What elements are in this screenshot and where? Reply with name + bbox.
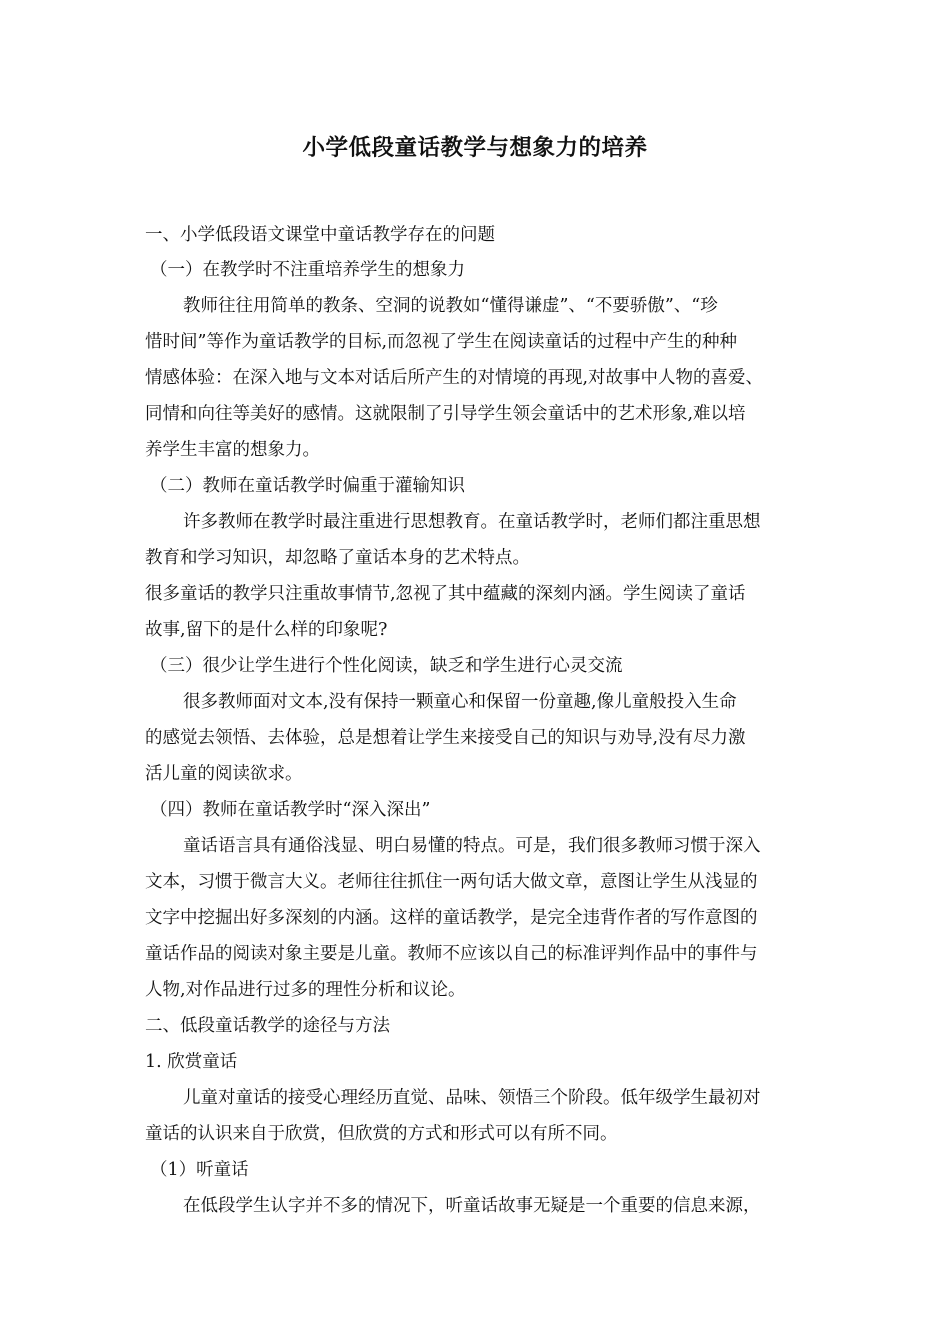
subsection-heading-1: （一）在教学时不注重培养学生的想象力 [150, 260, 465, 280]
paragraph-line: 故事,留下的是什么样的印象呢? [145, 620, 388, 640]
paragraph-line: 在低段学生认字并不多的情况下，听童话故事无疑是一个重要的信息来源， [183, 1196, 761, 1216]
paragraph-line: 很多童话的教学只注重故事情节,忽视了其中蕴藏的深刻内涵。学生阅读了童话 [145, 584, 746, 604]
paragraph-line: 活儿童的阅读欲求。 [145, 764, 303, 784]
item-heading-1: （1）听童话 [150, 1160, 249, 1180]
paragraph-line: 儿童对童话的接受心理经历直觉、品味、领悟三个阶段。低年级学生最初对 [183, 1088, 761, 1108]
subsection-heading-4: （四）教师在童话教学时“深入深出” [150, 800, 431, 820]
paragraph-line: 许多教师在教学时最注重进行思想教育。在童话教学时，老师们都注重思想 [183, 512, 761, 532]
paragraph-line: 很多教师面对文本,没有保持一颗童心和保留一份童趣,像儿童般投入生命 [183, 692, 737, 712]
subsection-heading-2: （二）教师在童话教学时偏重于灌输知识 [150, 476, 465, 496]
paragraph-line: 文字中挖掘出好多深刻的内涵。这样的童话教学，是完全违背作者的写作意图的 [145, 908, 758, 928]
paragraph-line: 文本，习惯于微言大义。老师往往抓住一两句话大做文章，意图让学生从浅显的 [145, 872, 758, 892]
paragraph-line: 的感觉去领悟、去体验，总是想着让学生来接受自己的知识与劝导,没有尽力激 [145, 728, 746, 748]
paragraph-line: 同情和向往等美好的感情。这就限制了引导学生领会童话中的艺术形象,难以培 [145, 404, 746, 424]
paragraph-line: 情感体验：在深入地与文本对话后所产生的对情境的再现,对故事中人物的喜爱、 [145, 368, 764, 388]
paragraph-line: 童话作品的阅读对象主要是儿童。教师不应该以自己的标准评判作品中的事件与 [145, 944, 758, 964]
paragraph-line: 教师往往用简单的教条、空洞的说教如“懂得谦虚”、“不要骄傲”、“珍 [183, 296, 718, 316]
paragraph-line: 人物,对作品进行过多的理性分析和议论。 [145, 980, 466, 1000]
subsection-heading-3: （三）很少让学生进行个性化阅读，缺乏和学生进行心灵交流 [150, 656, 623, 676]
paragraph-line: 养学生丰富的想象力。 [145, 440, 320, 460]
section-heading-1: 一、小学低段语文课堂中童话教学存在的问题 [145, 225, 495, 245]
paragraph-line: 惜时间”等作为童话教学的目标,而忽视了学生在阅读童话的过程中产生的种种 [145, 332, 738, 352]
numbered-heading-1: 1. 欣赏童话 [145, 1052, 238, 1072]
document-title: 小学低段童话教学与想象力的培养 [302, 135, 648, 161]
section-heading-2: 二、低段童话教学的途径与方法 [145, 1016, 390, 1036]
paragraph-line: 童话的认识来自于欣赏，但欣赏的方式和形式可以有所不同。 [145, 1124, 618, 1144]
paragraph-line: 童话语言具有通俗浅显、明白易懂的特点。可是，我们很多教师习惯于深入 [183, 836, 761, 856]
paragraph-line: 教育和学习知识，却忽略了童话本身的艺术特点。 [145, 548, 530, 568]
